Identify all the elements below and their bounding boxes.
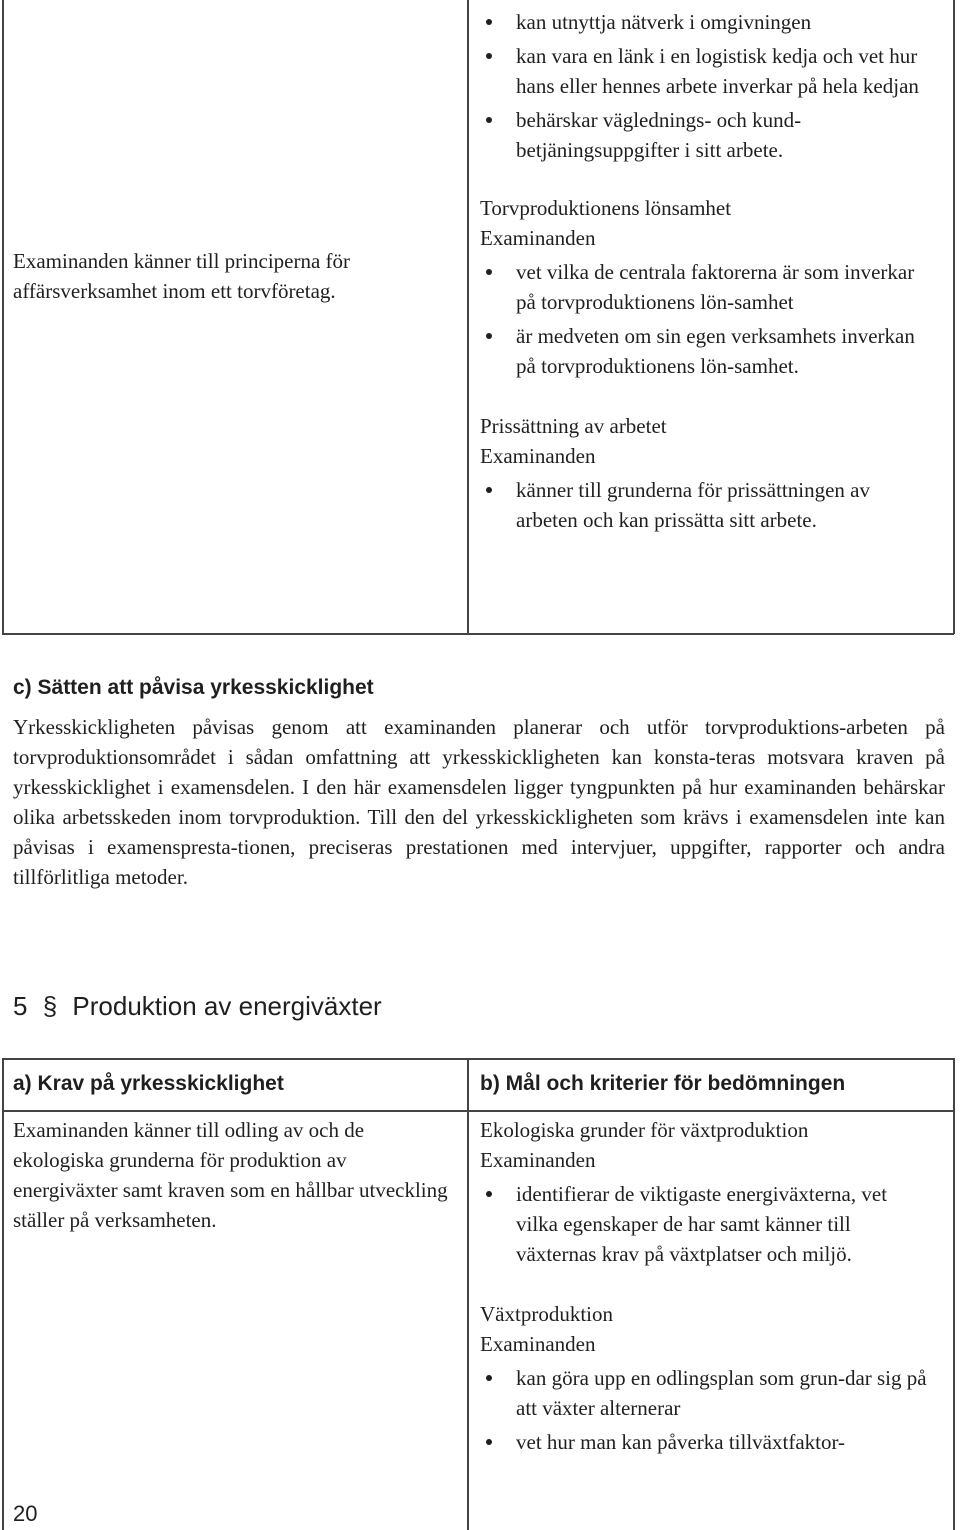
list-item: identifierar de viktigaste energiväxterna, vet vilka egenskaper de har samt känner till växternas krav på växtplatser och miljö. [480,1179,932,1269]
ekologiska-lead: Examinanden [480,1148,596,1172]
section-c [13,676,945,892]
list-item: behärskar väglednings- och kund-betjäningsuppgifter i sitt arbete. [480,105,928,165]
prissattning-bullet-list [480,475,928,535]
vaxtproduktion-heading: Växtproduktion [480,1302,613,1326]
top-left-cell [13,246,453,306]
list-item: vet vilka de centrala faktorerna är som inverkar på torvproduktionens lön-samhet [480,257,928,317]
bottom-left-text: Examinanden känner till odling av och de ekologiska grunderna för produktion av energiväxter samt kraven som en hållbar utveckling ställer på verksamheten. [13,1118,448,1232]
section-number: 5 [13,991,28,1021]
list-item: känner till grunderna för prissättningen av arbeten och kan prissätta sitt arbete. [480,475,928,535]
col-b-title: b) Mål och kriterier för bedömningen [480,1072,846,1095]
list-item: är medveten om sin egen verksamhets inverkan på torvproduktionens lön-samhet. [480,321,928,381]
section-mark-icon: § [42,991,58,1021]
lonsamhet-heading: Torvproduktionens lönsamhet [480,196,732,220]
prissattning-lead: Examinanden [480,444,596,468]
lonsamhet-lead: Examinanden [480,226,596,250]
top-left-text: Examinanden känner till principerna för affärsverksamhet inom ett torvföretag. [13,249,351,303]
intro-bullet-list [480,7,928,165]
list-item: kan vara en länk i en logistisk kedja och vet hur hans eller hennes arbete inverkar på hela kedjan [480,41,928,101]
prissattning-heading: Prissättning av arbetet [480,414,667,438]
bottom-left-cell [13,1115,453,1235]
list-item: vet hur man kan påverka tillväxtfaktor- [480,1427,932,1457]
ekologiska-heading: Ekologiska grunder för växtproduktion [480,1118,809,1142]
bottom-right-cell [480,1115,932,1457]
vaxtproduktion-lead: Examinanden [480,1332,596,1356]
col-a-title: a) Krav på yrkesskicklighet [13,1072,284,1095]
list-item: kan utnyttja nätverk i omgivningen [480,7,928,37]
section-title: Produktion av energiväxter [72,991,382,1021]
section-5-heading [13,991,382,1022]
vaxtproduktion-bullet-list [480,1363,932,1457]
top-right-cell [480,7,928,535]
page-number: 20 [13,1501,38,1526]
section-c-body: Yrkesskickligheten påvisas genom att examinanden planerar och utför torvproduktions-arbeten på torvproduktionsområdet i sådan omfattning att yrkesskickligheten kan konsta-teras motsvara kraven på yrkesskicklighet i examensdelen. I den här examensdelen ligger tyngpunkten på hur examinanden behärskar olika arbetsskeden inom torvproduktion. Till den del yrkesskickligheten som krävs i examensdelen inte kan påvisas i examenspresta-tionen, preciseras prestationen med intervjuer, uppgifter, rapporter och andra tillförlitliga metoder. [13,715,945,889]
section-c-title: c) Sätten att påvisa yrkesskicklighet [13,676,374,699]
lonsamhet-bullet-list [480,257,928,381]
list-item: kan göra upp en odlingsplan som grun-dar sig på att växter alternerar [480,1363,932,1423]
ekologiska-bullet-list [480,1179,932,1269]
